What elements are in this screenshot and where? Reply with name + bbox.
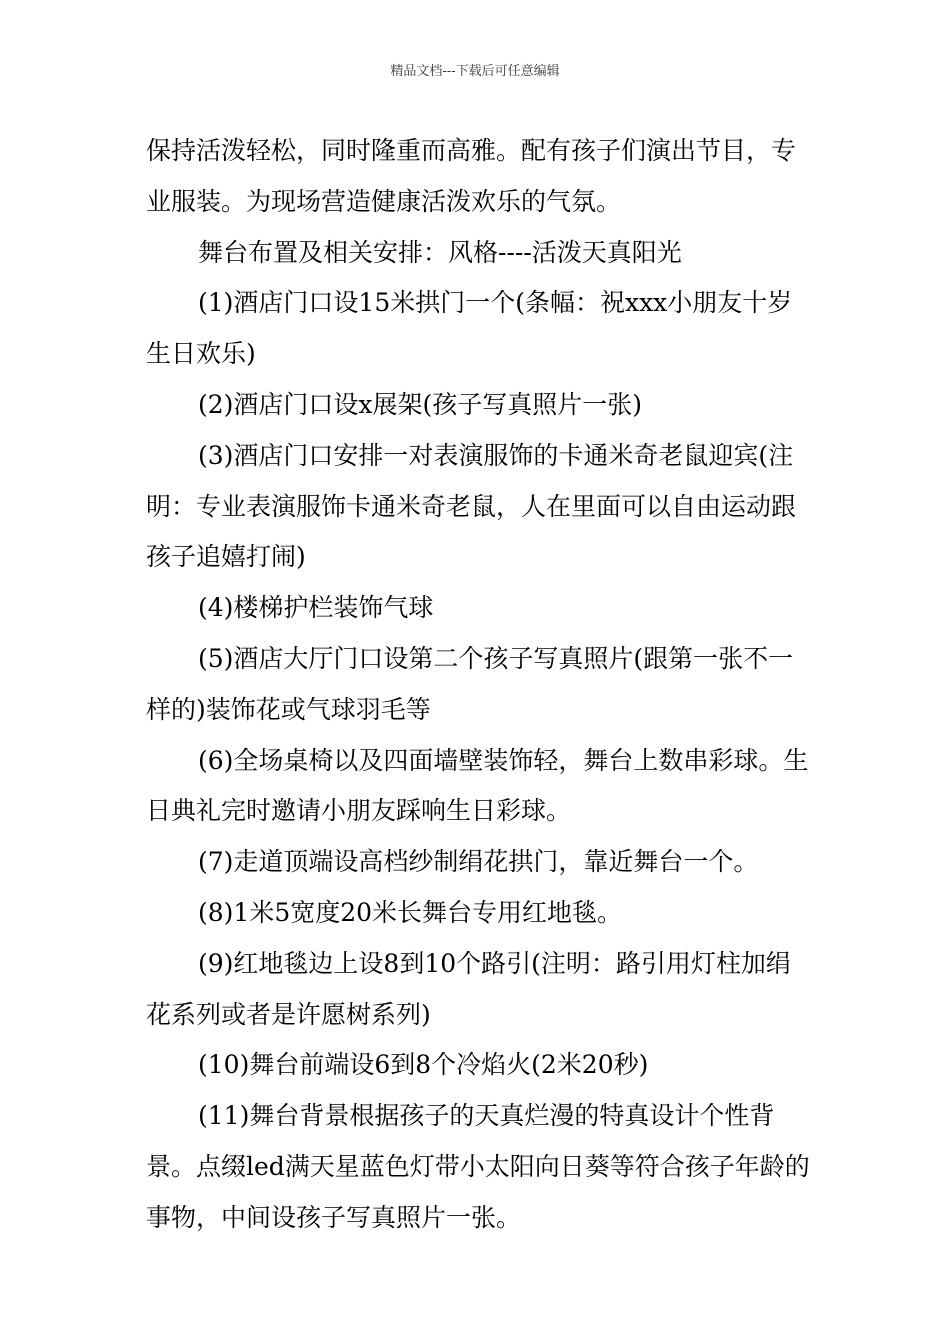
paragraph: (1)酒店门口设15米拱门一个(条幅：祝xxx小朋友十岁生日欢乐) (146, 288, 793, 369)
paragraph: 保持活泼轻松，同时隆重而高雅。配有孩子们演出节目，专业服装。为现场营造健康活泼欢乐的气氛。 (146, 136, 797, 216)
page-header: 精品文档---下载后可任意编辑 (390, 64, 560, 79)
paragraph: (9)红地毯边上设8到10个路引(注明：路引用灯柱加绢花系列或者是许愿树系列) (146, 948, 791, 1029)
paragraph: (10)舞台前端设6到8个冷焰火(2米20秒) (198, 1050, 649, 1080)
paragraph: (7)走道顶端设高档纱制绢花拱门，靠近舞台一个。 (198, 847, 759, 877)
paragraph: 舞台布置及相关安排：风格----活泼天真阳光 (198, 237, 682, 267)
paragraph: (6)全场桌椅以及四面墙壁装饰轻，舞台上数串彩球。生日典礼完时邀请小朋友踩响生日彩球。 (146, 745, 809, 826)
paragraph: (5)酒店大厅门口设第二个孩子写真照片(跟第一张不一样的)装饰花或气球羽毛等 (146, 643, 794, 724)
paragraph: (11)舞台背景根据孩子的天真烂漫的特真设计个性背景。点缀led满天星蓝色灯带小太阳向日葵等符合孩子年龄的事物，中间设孩子写真照片一张。 (146, 1101, 810, 1232)
paragraph: (4)楼梯护栏装饰气球 (198, 593, 434, 623)
paragraph: (8)1米5宽度20米长舞台专用红地毯。 (198, 897, 623, 927)
paragraph: (3)酒店门口安排一对表演服饰的卡通米奇老鼠迎宾(注明：专业表演服饰卡通米奇老鼠，人在里面可以自由运动跟孩子追嬉打闹) (146, 440, 797, 572)
document-body (146, 126, 810, 1244)
paragraph: (2)酒店门口设x展架(孩子写真照片一张) (198, 389, 643, 419)
